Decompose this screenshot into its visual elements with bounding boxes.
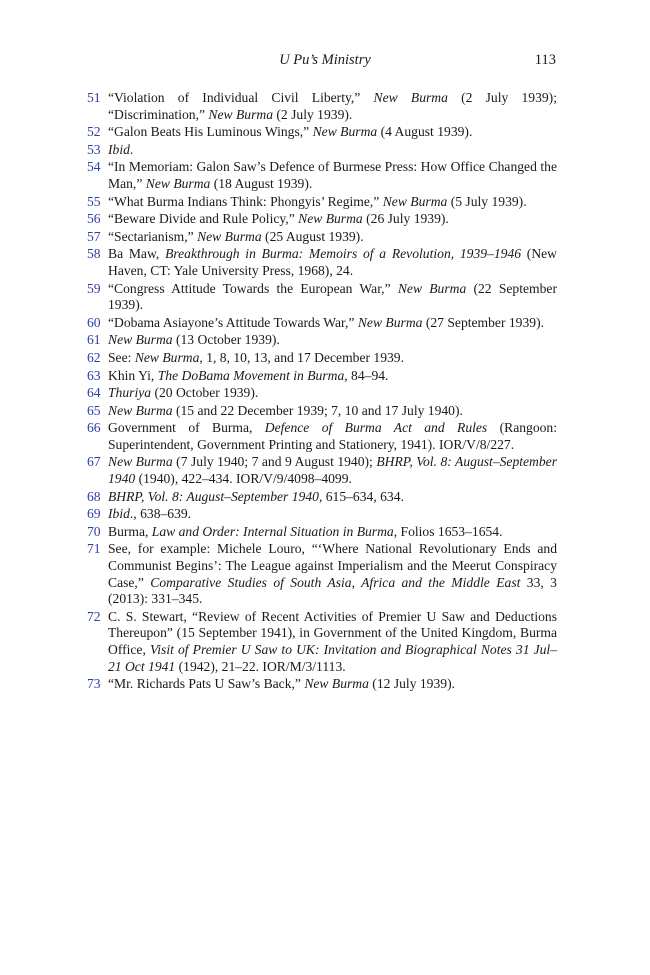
endnote-60 (87, 315, 557, 332)
endnote-62 (87, 350, 557, 367)
citation-text: ., 638–639. (129, 506, 192, 522)
endnote-number[interactable]: 63 (87, 367, 101, 383)
endnote-number[interactable]: 64 (87, 385, 101, 401)
endnote-number[interactable]: 68 (87, 488, 101, 504)
endnote-number[interactable]: 62 (87, 349, 101, 365)
endnotes-list (87, 90, 557, 694)
italic-title: Ibid (108, 506, 130, 522)
endnote-65 (87, 403, 557, 420)
endnote-70 (87, 524, 557, 541)
citation-text: “Beware Divide and Rule Policy,” (108, 211, 299, 227)
endnote-59 (87, 281, 557, 314)
citation-text: C. S. Stewart, “Review of Recent Activities of Premier U Saw and Deductions Thereupon” (15 September 1941), in Government of the United Kingdom, Burma Office, (108, 608, 557, 657)
citation-text: (26 July 1939). (362, 211, 449, 227)
endnote-text (108, 211, 449, 226)
endnote-52 (87, 124, 557, 141)
endnote-text (108, 332, 280, 347)
citation-text: Ba Maw, (108, 246, 166, 262)
citation-text: See: (108, 349, 135, 365)
citation-text: (18 August 1939). (210, 175, 313, 191)
endnote-text (108, 489, 404, 504)
endnote-number[interactable]: 70 (87, 523, 101, 539)
endnote-text (108, 281, 557, 313)
citation-text: (1942), 21–22. IOR/M/3/1113. (175, 658, 346, 674)
citation-text: Government of Burma, (108, 420, 265, 436)
italic-title: New Burma (382, 193, 448, 209)
citation-text: (15 and 22 December 1939; 7, 10 and 17 July 1940). (172, 402, 463, 418)
endnote-number[interactable]: 60 (87, 314, 101, 330)
citation-text: . (129, 141, 134, 157)
endnote-58 (87, 246, 557, 279)
citation-text: (2 July 1939). (273, 106, 353, 122)
endnote-text (108, 368, 388, 383)
endnote-text (108, 142, 133, 157)
citation-text: (13 October 1939). (172, 332, 280, 348)
italic-title: New Burma (134, 349, 200, 365)
endnote-51 (87, 90, 557, 123)
endnote-number[interactable]: 65 (87, 402, 101, 418)
italic-title: New Burma (108, 332, 173, 348)
endnote-number[interactable]: 69 (87, 506, 101, 522)
italic-title: Defence of Burma Act and Rules (264, 420, 488, 436)
citation-text: “Violation of Individual Civil Liberty,” (108, 90, 374, 105)
italic-title: New Burma (312, 124, 378, 140)
endnote-number[interactable]: 72 (87, 608, 101, 624)
italic-title: Comparative Studies of South Asia, Africa and the Middle East (150, 574, 521, 590)
italic-title: Thuriya (108, 385, 152, 401)
citation-text: “In Memoriam: Galon Saw’s Defence of Burmese Press: How Office Changed the Man,” (108, 159, 557, 191)
citation-text: “Mr. Richards Pats U Saw’s Back,” (108, 676, 305, 692)
citation-text: , Folios 1653–1654. (393, 523, 503, 539)
endnote-text (108, 315, 544, 330)
endnote-number[interactable]: 67 (87, 454, 101, 470)
endnote-66 (87, 420, 557, 453)
citation-text: (25 August 1939). (261, 228, 364, 244)
endnote-68 (87, 489, 557, 506)
citation-text: , 615–634, 634. (318, 488, 404, 504)
endnote-72 (87, 609, 557, 675)
endnote-53 (87, 142, 557, 159)
endnote-text (108, 124, 472, 139)
citation-text: 33, 3 (2013): 331–345. (108, 574, 557, 607)
endnote-text (108, 676, 455, 691)
endnote-56 (87, 211, 557, 228)
running-head (0, 50, 650, 70)
endnote-61 (87, 332, 557, 349)
citation-text: (4 August 1939). (377, 124, 473, 140)
endnote-73 (87, 676, 557, 693)
endnote-number[interactable]: 54 (87, 159, 101, 175)
citation-text: “Galon Beats His Luminous Wings,” (108, 124, 313, 140)
endnote-number[interactable]: 55 (87, 193, 101, 209)
citation-text: (7 July 1940; 7 and 9 August 1940); (172, 454, 377, 470)
italic-title: New Burma (373, 90, 448, 105)
endnote-number[interactable]: 57 (87, 228, 101, 244)
endnote-text (108, 194, 527, 209)
endnote-55 (87, 194, 557, 211)
citation-text: (5 July 1939). (447, 193, 527, 209)
citation-text: See, for example: Michele Louro, “‘Where National Revolutionary Ends and Communist Begins’: The League against Imperialism and the Meerut Conspiracy Case,” (108, 541, 557, 590)
endnote-63 (87, 368, 557, 385)
endnote-text (108, 541, 557, 606)
endnote-number[interactable]: 59 (87, 280, 101, 296)
endnote-text (108, 385, 258, 400)
endnote-67 (87, 454, 557, 487)
endnote-57 (87, 229, 557, 246)
citation-text: (22 September 1939). (108, 280, 557, 313)
italic-title: Law and Order: Internal Situation in Burma (151, 523, 394, 539)
citation-text: “Sectarianism,” (108, 228, 198, 244)
citation-text: , 84–94. (344, 367, 389, 383)
citation-text: “Congress Attitude Towards the European War,” (108, 280, 398, 296)
endnote-text (108, 609, 557, 674)
endnote-text (108, 420, 557, 452)
running-title: U Pu’s Ministry (279, 52, 371, 68)
italic-title: New Burma (208, 106, 273, 122)
citation-text: (1940), 422–434. IOR/V/9/4098–4099. (135, 471, 352, 487)
endnote-text (108, 90, 557, 122)
citation-text: (20 October 1939). (151, 385, 259, 401)
citation-text: Burma, (108, 523, 152, 539)
italic-title: The DoBama Movement in Burma (157, 367, 345, 383)
endnote-number[interactable]: 58 (87, 246, 101, 262)
endnote-number[interactable]: 56 (87, 211, 101, 227)
italic-title: New Burma (298, 211, 363, 227)
citation-text: , 1, 8, 10, 13, and 17 December 1939. (199, 349, 405, 365)
italic-title: New Burma (304, 676, 369, 692)
italic-title: New Burma (108, 454, 173, 470)
endnote-text (108, 159, 557, 191)
endnote-number[interactable]: 66 (87, 420, 101, 436)
italic-title: New Burma (357, 314, 423, 330)
endnote-69 (87, 506, 557, 523)
endnote-number[interactable]: 71 (87, 541, 101, 557)
italic-title: BHRP, Vol. 8: August–September 1940 (108, 454, 557, 487)
endnote-64 (87, 385, 557, 402)
citation-text: (2 July 1939); “Discrimination,” (108, 90, 557, 122)
italic-title: New Burma (397, 280, 467, 296)
endnote-54 (87, 159, 557, 192)
endnote-number[interactable]: 53 (87, 141, 101, 157)
endnote-text (108, 229, 364, 244)
endnote-number[interactable]: 52 (87, 124, 101, 140)
italic-title: New Burma (197, 228, 262, 244)
endnote-number[interactable]: 61 (87, 332, 101, 348)
endnote-text (108, 246, 557, 278)
italic-title: Visit of Premier U Saw to UK: Invitation and Biographical Notes 31 Jul–21 Oct 1941 (108, 642, 557, 674)
page-number: 113 (534, 52, 556, 68)
citation-text: “What Burma Indians Think: Phongyis’ Regime,” (108, 193, 383, 209)
italic-title: Ibid (108, 141, 130, 157)
endnote-text (108, 350, 404, 365)
endnote-number[interactable]: 73 (87, 676, 101, 692)
endnote-text (108, 403, 463, 418)
italic-title: New Burma (108, 402, 173, 418)
endnote-number[interactable]: 51 (87, 90, 101, 105)
citation-text: (27 September 1939). (422, 314, 544, 330)
citation-text: Khin Yi, (108, 367, 158, 383)
endnote-text (108, 454, 557, 486)
endnote-text (108, 524, 502, 539)
endnote-text (108, 506, 191, 521)
italic-title: New Burma (145, 175, 211, 191)
citation-text: (12 July 1939). (368, 676, 455, 692)
italic-title: BHRP, Vol. 8: August–September 1940 (108, 488, 319, 504)
citation-text: (Rangoon: Superintendent, Government Printing and Stationery, 1941). IOR/V/8/227. (108, 420, 557, 452)
italic-title: Breakthrough in Burma: Memoirs of a Revolution, 1939–1946 (165, 246, 522, 262)
citation-text: (New Haven, CT: Yale University Press, 1968), 24. (108, 246, 558, 278)
endnote-71 (87, 541, 557, 607)
citation-text: “Dobama Asiayone’s Attitude Towards War,” (108, 314, 358, 330)
